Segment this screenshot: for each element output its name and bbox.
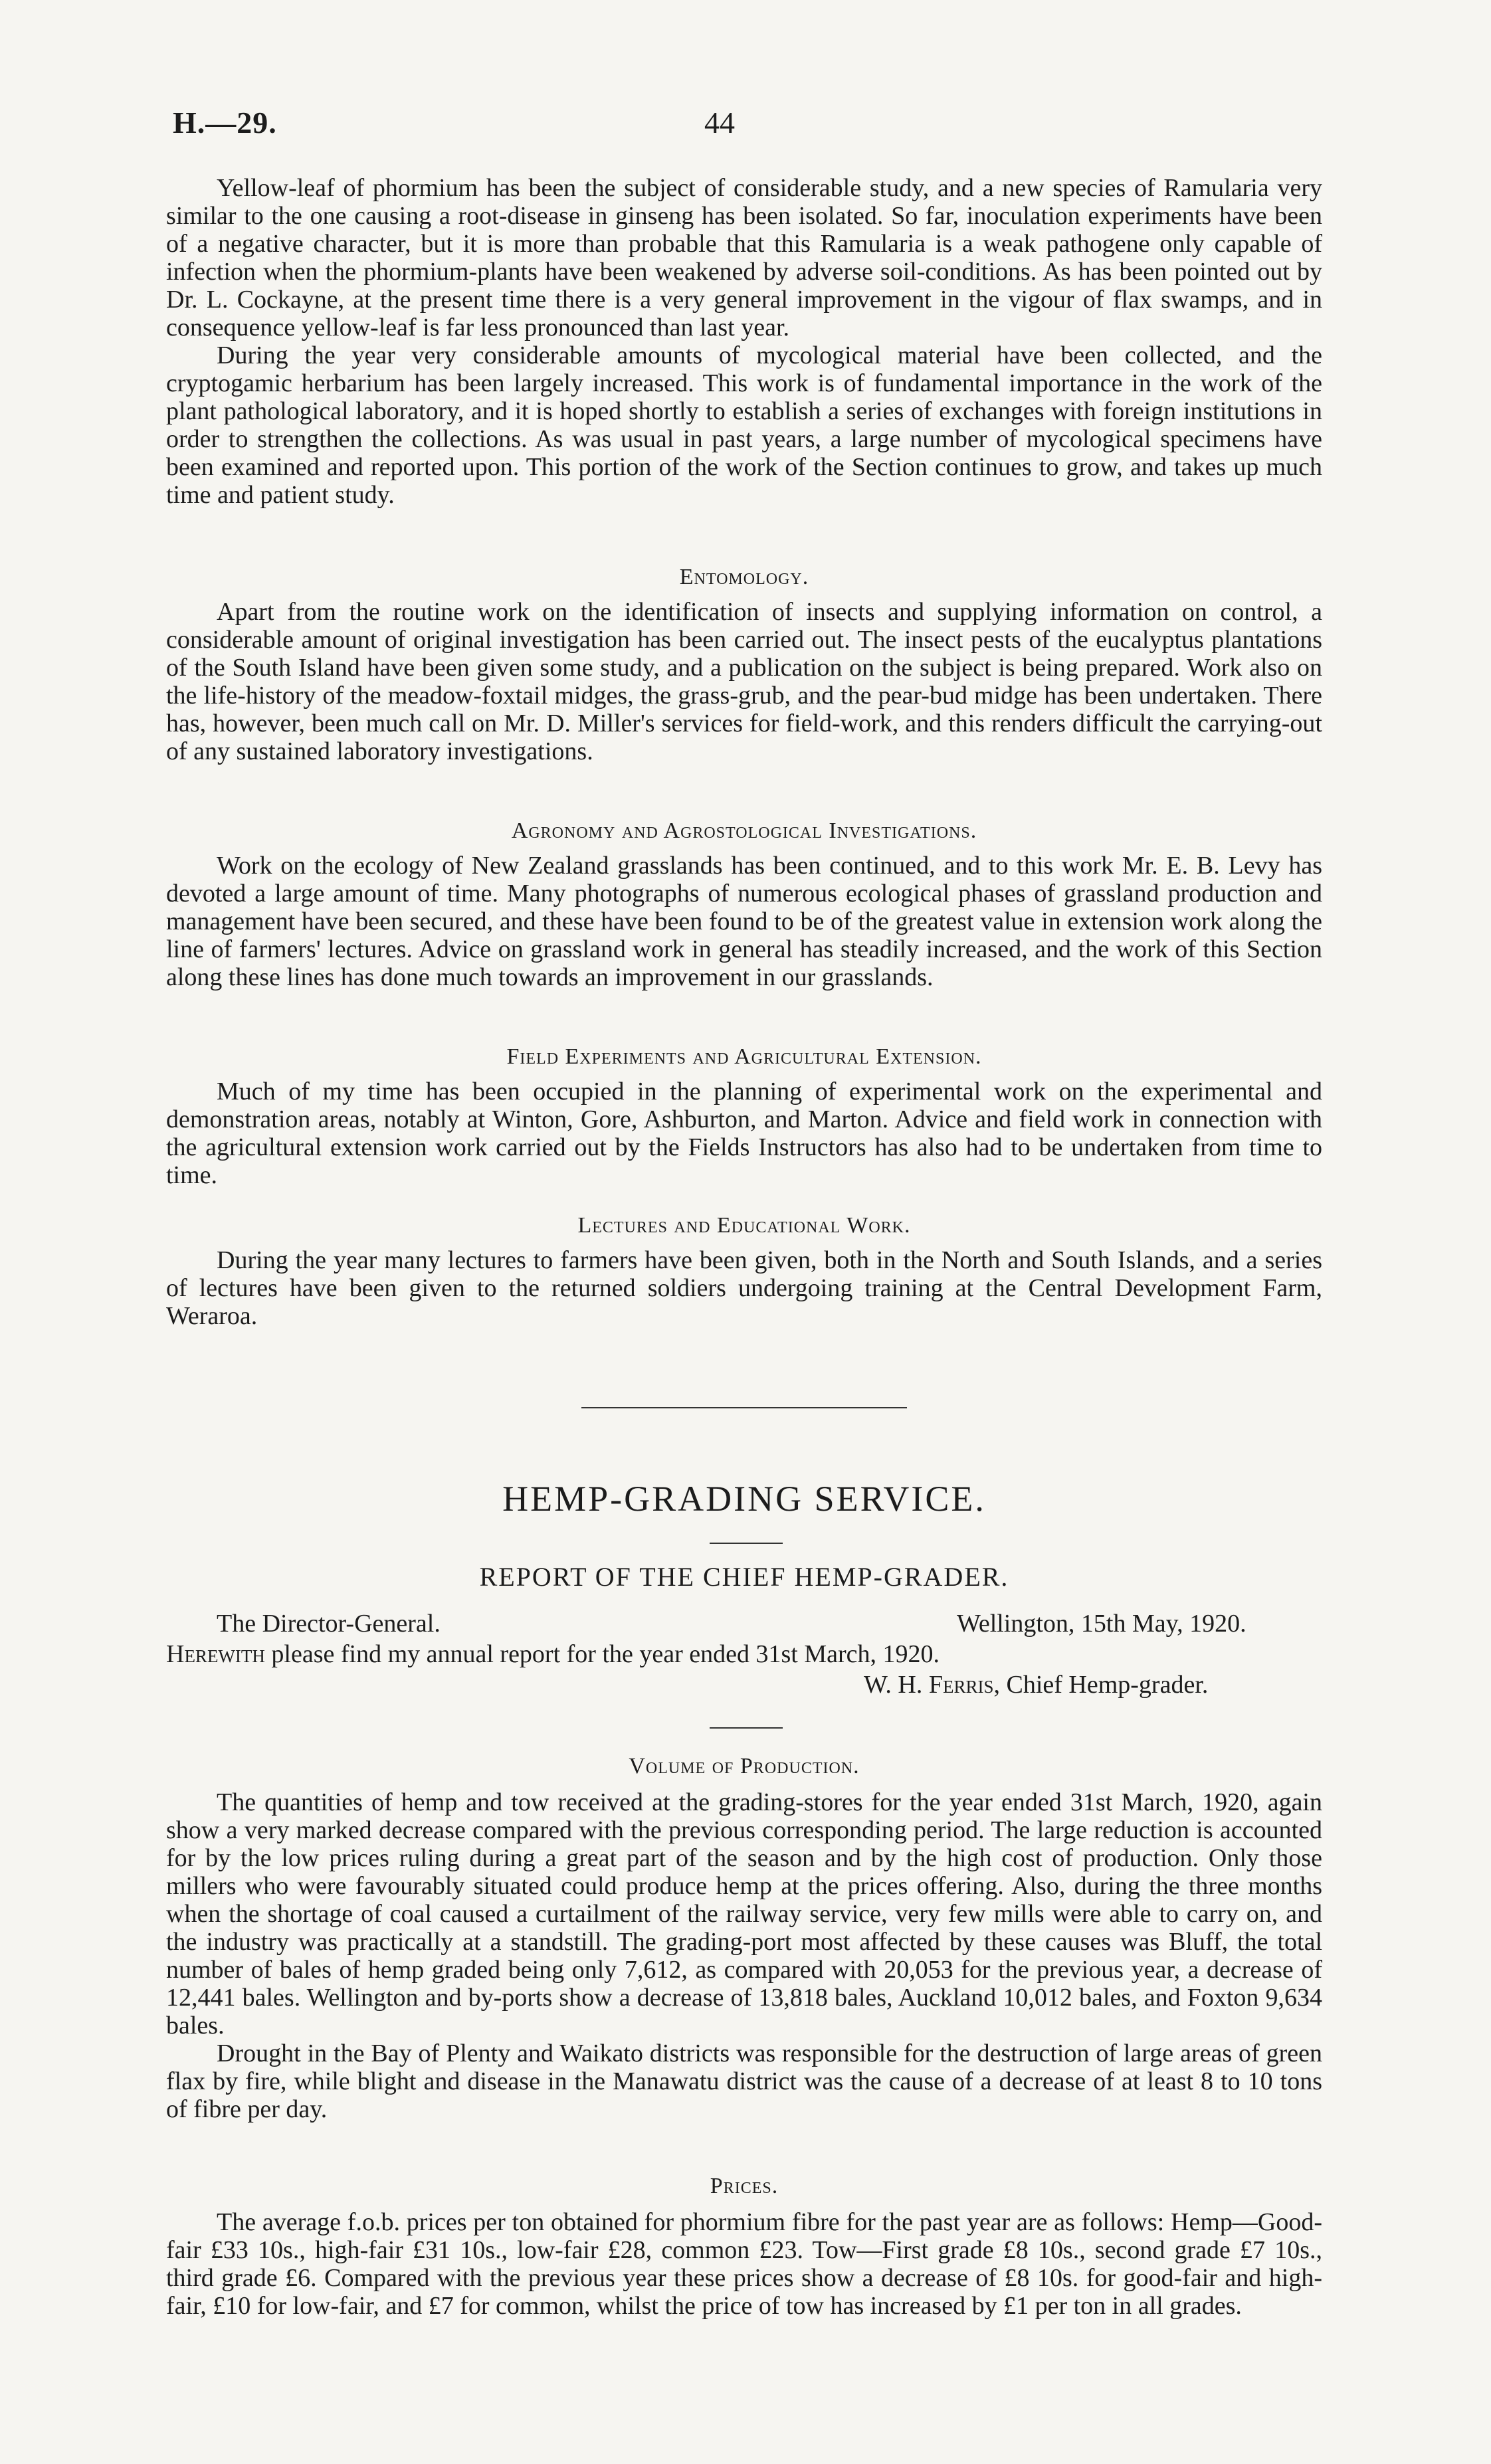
entomology-heading: Entomology. [679,565,809,589]
agronomy-section [166,818,1322,991]
intro-paragraph-2: During the year very considerable amounts of mycological material have been collected, and the cryptogamic herbarium has been largely increased. This work is of fundamental importance in the work of the plant pathological laboratory, and it is hoped shortly to establish a series of exchanges with foreign institutions in order to strengthen the collections. As was usual in past years, a large number of mycological specimens have been examined and reported upon. This portion of the work of the Section continues to grow, and takes up much time and patient study. [166,341,1322,509]
volume-paragraph-2: Drought in the Bay of Plenty and Waikato districts was responsible for the destruction of large areas of green flax by fire, while blight and disease in the Manawatu district was the cause of a decrease of at least 8 to 10 tons of fibre per day. [166,2039,1322,2123]
lectures-paragraph: During the year many lectures to farmers have been given, both in the North and South Islands, and a series of lectures have been given to the returned soldiers undergoing training at the Central Development Farm, Weraroa. [166,1246,1322,1330]
lectures-section [166,1213,1322,1330]
prices-section [166,2174,1322,2320]
volume-section [166,1754,1322,2123]
signature [864,1670,1208,1699]
prices-paragraph: The average f.o.b. prices per ton obtained for phormium fibre for the past year are as follows: Hemp—Good-fair £33 10s., high-fair £31 10s., low-fair £28, common £23. Tow—First grade £8 10s., second grade £7 10s., third grade £6. Compared with the previous year these prices show a decrease of £8 10s. for good-fair and high-fair, £10 for low-fair, and £7 for common, whilst the price of tow has increased by £1 per ton in all grades. [166,2208,1322,2320]
entomology-section [166,565,1322,765]
agronomy-heading: Agronomy and Agrostological Investigations. [511,818,977,843]
signature-rule [710,1727,783,1729]
lectures-heading: Lectures and Educational Work. [577,1213,911,1238]
hemp-service-title: HEMP-GRADING SERVICE. [502,1479,986,1519]
field-experiments-paragraph: Much of my time has been occupied in the planning of experimental work on the experimental and demonstration areas, notably at Winton, Gore, Ashburton, and Marton. Advice and field work in connection with the agricultural extension work carried out by the Fields Instructors has also had to be undertaken from time to time. [166,1078,1322,1189]
agronomy-paragraph: Work on the ecology of New Zealand grasslands has been continued, and to this work Mr. E. B. Levy has devoted a large amount of time. Many photographs of numerous ecological phases of grassland production and management have been secured, and these have been found to be of the greatest value in extension work along the line of farmers' lectures. Advice on grassland work in general has steadily increased, and the work of this Section along these lines has done much towards an improvement in our grasslands. [166,852,1322,991]
volume-heading: Volume of Production. [629,1754,860,1778]
intro-paragraph-1: Yellow-leaf of phormium has been the subject of considerable study, and a new species of Ramularia very similar to the one causing a root-disease in ginseng has been isolated. So far, inoculation experiments have been of a negative character, but it is more than probable that this Ramularia is a weak pathogene only capable of infection when the phormium-plants have been weakened by adverse soil-conditions. As has been pointed out by Dr. L. Cockayne, at the present time there is a very general improvement in the vigour of flax swamps, and in consequence yellow-leaf is far less pronounced than last year. [166,174,1322,341]
prices-heading: Prices. [710,2174,779,2198]
page-number: 44 [704,106,735,140]
intro-section [166,174,1322,509]
field-experiments-heading: Field Experiments and Agricultural Extension. [506,1044,982,1069]
section-divider [581,1407,907,1408]
signature-name: W. H. Ferris [864,1671,994,1699]
series-number: H.—29. [173,106,277,140]
report-subtitle: REPORT OF THE CHIEF HEMP-GRADER. [479,1562,1009,1592]
opening-rest: please find my annual report for the year ended 31st March, 1920. [264,1640,940,1668]
title-rule [710,1543,783,1544]
volume-paragraph-1: The quantities of hemp and tow received at the grading-stores for the year ended 31st March, 1920, again show a very marked decrease compared with the previous corresponding period. The large reduction is accounted for by the low prices ruling during a great part of the season and by the high cost of production. Only those millers who were favourably situated could produce hemp at the prices offering. Also, during the three months when the shortage of coal caused a curtailment of the railway service, very few mills were able to carry on, and the industry was practically at a standstill. The grading-port most affected by these causes was Bluff, the total number of bales of hemp graded being only 7,612, as compared with 20,053 for the previous year, a decrease of 12,441 bales. Wellington and by-ports show a decrease of 13,818 bales, Auckland 10,012 bales, and Foxton 9,634 bales. [166,1788,1322,2039]
entomology-paragraph: Apart from the routine work on the identification of insects and supplying information on control, a considerable amount of original investigation has been carried out. The insect pests of the eucalyptus plantations of the South Island have been given some study, and a publication on the subject is being prepared. Work also on the life-history of the meadow-foxtail midges, the grass-grub, and the pear-bud midge has been undertaken. There has, however, been much call on Mr. D. Miller's services for field-work, and this renders difficult the carrying-out of any sustained laboratory investigations. [166,598,1322,765]
field-experiments-section [166,1044,1322,1189]
addressee: The Director-General. [217,1610,441,1638]
opening-line [166,1640,940,1669]
opening-word: Herewith [166,1640,265,1668]
place-date: Wellington, 15th May, 1920. [957,1610,1246,1638]
signature-title: , Chief Hemp-grader. [993,1671,1209,1699]
